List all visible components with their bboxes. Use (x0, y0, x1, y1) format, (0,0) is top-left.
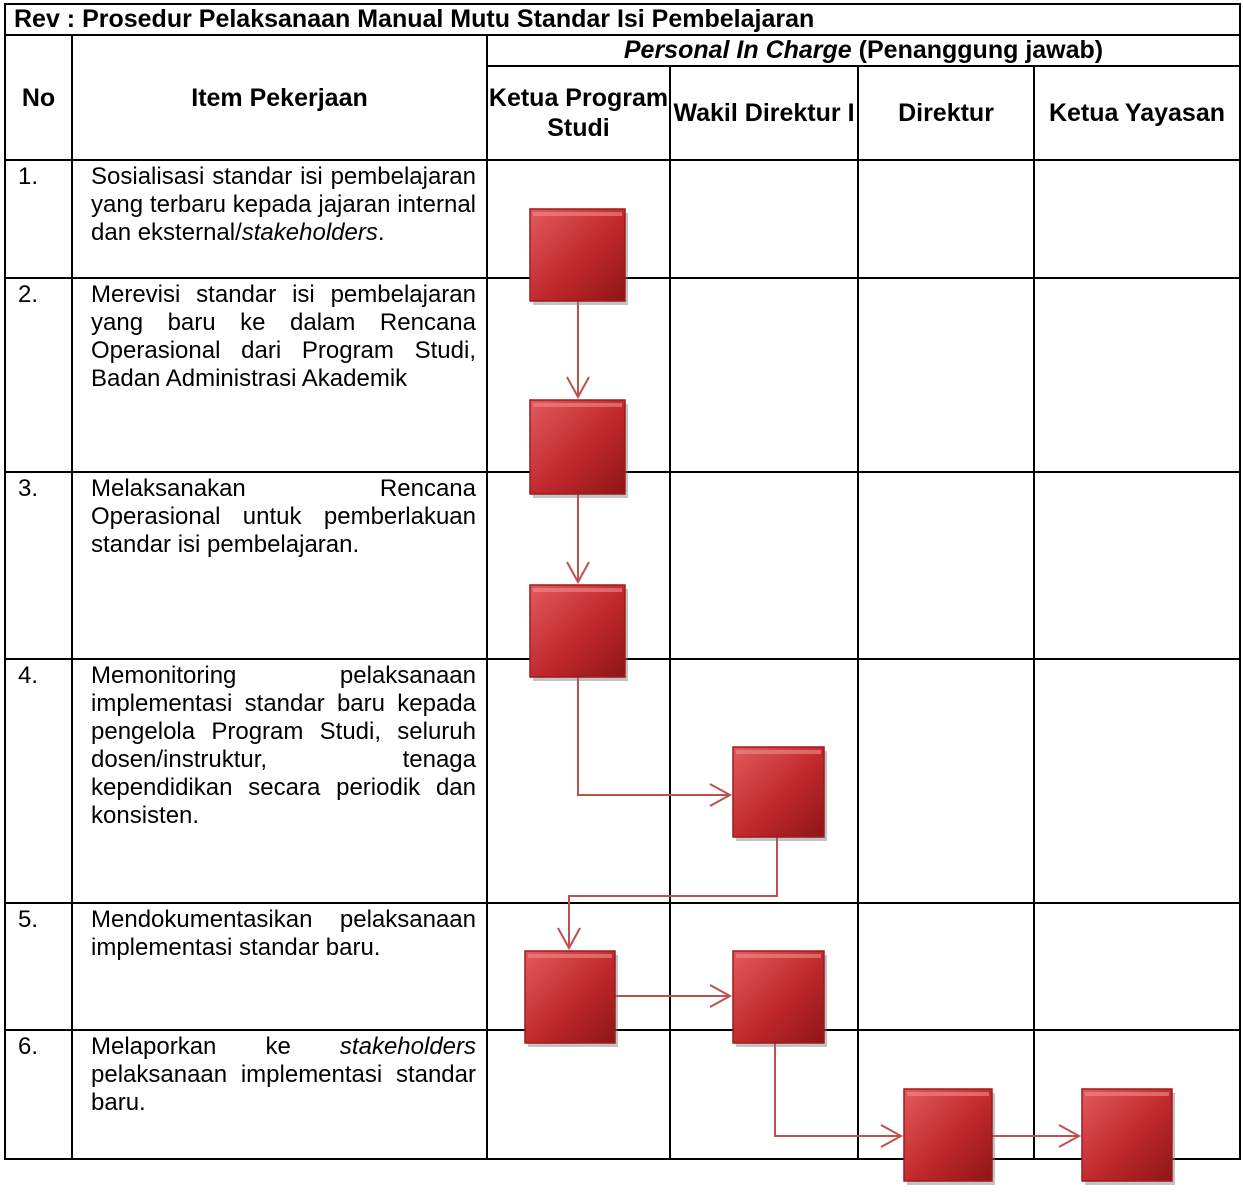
table-row (5, 472, 1240, 659)
item-text-italic: stakeholders (339, 1033, 476, 1060)
pic-cell (1034, 903, 1240, 1030)
item-text: pelaksanaan implementasi standar baru. (91, 1061, 476, 1116)
pic-group-header (487, 35, 1240, 66)
pic-cell (1034, 278, 1240, 472)
role-header-direktur: Direktur (858, 66, 1034, 160)
row-number: 4. (5, 659, 72, 903)
row-number: 1. (5, 160, 72, 278)
pic-cell (858, 659, 1034, 903)
pic-cell (487, 903, 670, 1030)
pic-cell (670, 903, 858, 1030)
item-text: Melaksanakan Rencana Operasional untuk pemberlakuan standar isi pembelajaran. (91, 475, 476, 558)
pic-italic-label: Personal In Charge (623, 36, 852, 64)
pic-header-row (5, 35, 1240, 66)
pic-cell (858, 1030, 1034, 1159)
item-text-italic: stakeholders (241, 219, 378, 246)
pic-cell (487, 160, 670, 278)
row-item-text (72, 160, 487, 278)
pic-cell (858, 160, 1034, 278)
table-row (5, 659, 1240, 903)
pic-cell (1034, 472, 1240, 659)
row-number: 2. (5, 278, 72, 472)
item-text: Memonitoring pelaksanaan implementasi standar baru kepada pengelola Program Studi, seluruh dosen/instruktur, tenaga kependidikan secara periodik dan konsisten. (91, 662, 476, 829)
row-item-text (72, 659, 487, 903)
pic-cell (670, 472, 858, 659)
item-text: Melaporkan ke (91, 1033, 340, 1060)
pic-rest-label: (Penanggung jawab) (851, 36, 1104, 64)
no-column-header: No (5, 35, 72, 160)
pic-cell (858, 472, 1034, 659)
row-item-text (72, 903, 487, 1030)
row-item-text (72, 472, 487, 659)
pic-cell (487, 1030, 670, 1159)
role-header-ketua-yayasan: Ketua Yayasan (1034, 66, 1240, 160)
item-text: Merevisi standar isi pembelajaran yang baru ke dalam Rencana Operasional dari Program Studi, Badan Administrasi Akademik (91, 281, 476, 392)
pic-cell (487, 472, 670, 659)
item-column-header: Item Pekerjaan (72, 35, 487, 160)
pic-cell (858, 278, 1034, 472)
item-text: Sosialisasi standar isi pembelajaran yang terbaru kepada jajaran internal dan eksternal/ (91, 163, 476, 246)
row-number: 3. (5, 472, 72, 659)
pic-cell (1034, 1030, 1240, 1159)
item-text: Mendokumentasikan pelaksanaan implementasi standar baru. (91, 906, 476, 961)
pic-cell (670, 160, 858, 278)
role-header-wakil-direktur: Wakil Direktur I (670, 66, 858, 160)
row-item-text (72, 1030, 487, 1159)
pic-cell (670, 1030, 858, 1159)
title-row (5, 4, 1240, 35)
pic-cell (858, 903, 1034, 1030)
pic-cell (487, 659, 670, 903)
pic-cell (1034, 160, 1240, 278)
pic-cell (487, 278, 670, 472)
table-row (5, 903, 1240, 1030)
pic-cell (670, 278, 858, 472)
role-header-ketua-prodi: Ketua Program Studi (487, 66, 670, 160)
table-row (5, 160, 1240, 278)
row-number: 6. (5, 1030, 72, 1159)
document-title: Rev : Prosedur Pelaksanaan Manual Mutu Standar Isi Pembelajaran (5, 4, 1240, 35)
pic-cell (1034, 659, 1240, 903)
table-row (5, 278, 1240, 472)
row-number: 5. (5, 903, 72, 1030)
table-row (5, 1030, 1240, 1159)
row-item-text (72, 278, 487, 472)
item-text: . (377, 219, 385, 246)
pic-cell (670, 659, 858, 903)
procedure-table (4, 3, 1241, 1160)
